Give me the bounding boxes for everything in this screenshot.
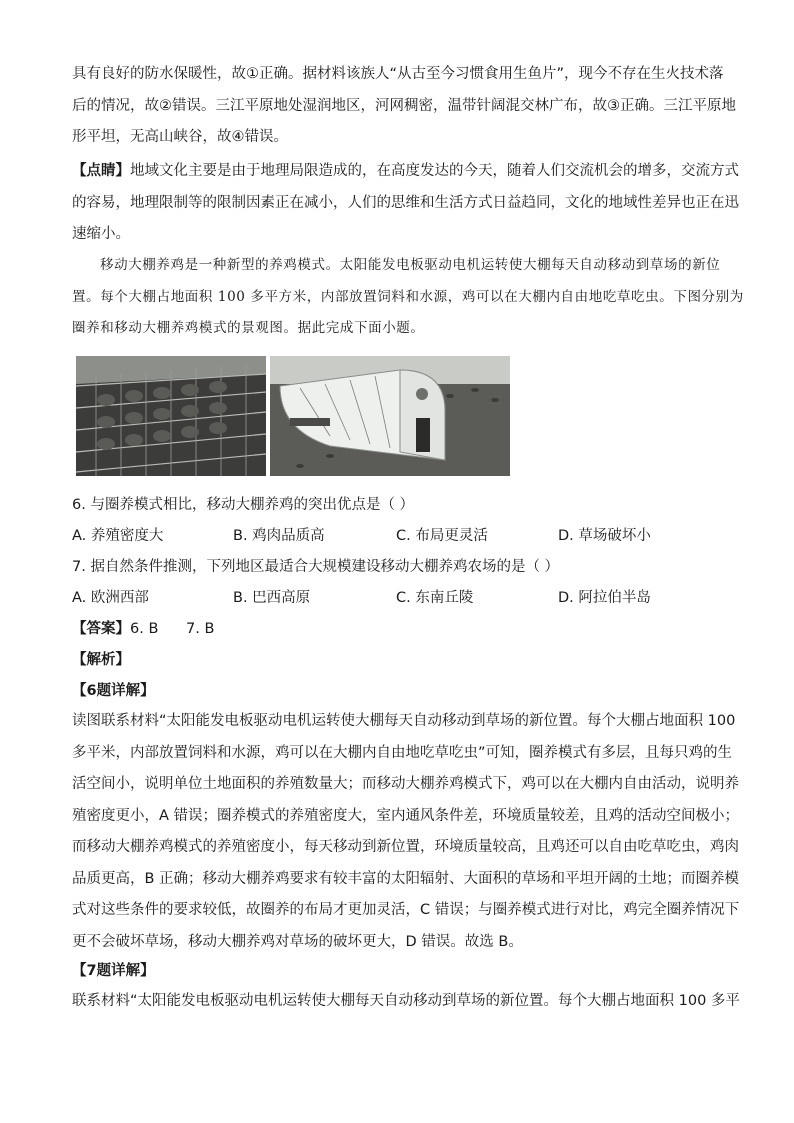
option-b[interactable]: B. 鸡肉品质高: [233, 528, 325, 544]
detail-7-tag: 【7题详解】: [72, 963, 155, 979]
comment-tag: 【点睛】: [72, 163, 130, 179]
text-line: 品质更高，B 正确；移动大棚养鸡要求有较丰富的太阳辐射、大面积的草场和平坦开阔的土地；而圈养模: [72, 870, 740, 887]
question-6-stem: 6. 与圈养模式相比，移动大棚养鸡的突出优点是（ ）: [72, 497, 415, 513]
text-line: 多平米，内部放置饲料和水源，鸡可以在大棚内自由地吃草吃虫”可知，圈养模式有多层，且每只鸡的生: [72, 744, 733, 761]
text-line: 活空间小，说明单位土地面积的养殖数量大；而移动大棚养鸡模式下，鸡可以在大棚内自由活动，说明养: [72, 776, 739, 792]
text-line: 式对这些条件的要求较低，故圈养的布局才更加灵活，C 错误；与圈养模式进行对比，鸡完全圈养情况下: [72, 902, 740, 918]
option-d[interactable]: D. 阿拉伯半岛: [558, 590, 651, 606]
detail-6-tag: 【6题详解】: [72, 683, 155, 699]
option-a[interactable]: A. 养殖密度大: [72, 528, 164, 544]
comment-text: 地域文化主要是由于地理局限造成的，在高度发达的今天，随着人们交流机会的增多，交流方式: [130, 163, 739, 179]
material-paragraph: [72, 250, 744, 345]
analysis-tag: 【解析】: [72, 652, 130, 668]
text-line: 置。每个大棚占地面积 100 多平方米，内部放置饲料和水源，鸡可以在大棚内自由地吃草吃虫。下图分别为: [72, 288, 744, 305]
text-line: 更不会破坏草场，移动大棚养鸡对草场的破坏更大，D 错误。故选 B。: [72, 933, 523, 950]
question-7-stem: 7. 据自然条件推测，下列地区最适合大规模建设移动大棚养鸡农场的是（ ）: [72, 559, 560, 575]
text-line: 移动大棚养鸡是一种新型的养鸡模式。太阳能发电板驱动电机运转使大棚每天自动移动到草场的新位: [100, 257, 721, 273]
question-7-options: [72, 584, 722, 612]
text-line: 后的情况，故②错误。三江平原地处湿润地区，河网稠密，温带针阔混交林广布，故③正确。三江平原地: [72, 97, 736, 114]
text-line: 联系材料“太阳能发电板驱动电机运转使大棚每天自动移动到草场的新位置。每个大棚占地面积 100 多平: [72, 993, 740, 1009]
text-line: 的容易，地理限制等的限制因素正在减小，人们的思维和生活方式日益趋同，文化的地域性差异也正在迅: [72, 194, 739, 211]
text-line: 殖密度更小，A 错误；圈养模式的养殖密度大，室内通风条件差，环境质量较差，且鸡的活动空间极小；: [72, 807, 740, 824]
comment-paragraph: [72, 156, 739, 251]
text-line: 圈养和移动大棚养鸡模式的景观图。据此完成下面小题。: [72, 320, 425, 336]
answer-tag: 【答案】: [72, 621, 130, 637]
option-c[interactable]: C. 东南丘陵: [396, 590, 474, 606]
text-line: 读图联系材料“太阳能发电板驱动电机运转使大棚每天自动移动到草场的新位置。每个大棚占地面积 100: [72, 713, 736, 729]
question-6-options: [72, 522, 722, 550]
option-a[interactable]: A. 欧洲西部: [72, 590, 149, 606]
answer-text: 6. B 7. B: [130, 621, 215, 637]
intro-paragraph: [72, 59, 736, 154]
option-b[interactable]: B. 巴西高原: [233, 590, 311, 606]
mobile-greenhouse-photo: [270, 356, 510, 476]
text-line: [72, 156, 739, 188]
detail-6-paragraph: [72, 706, 740, 958]
text-line: 形平坦，无高山峡谷，故④错误。: [72, 129, 288, 145]
text-line: 速缩小。: [72, 226, 130, 242]
text-line: 而移动大棚养鸡模式的养殖密度小，每天移动到新位置，环境质量较高，且鸡还可以自由吃草吃虫，鸡肉: [72, 839, 739, 855]
detail-7-paragraph: [72, 986, 740, 1018]
answer-line: [72, 615, 722, 643]
text-line: 具有良好的防水保暖性，故①正确。据材料该族人“从古至今习惯食用生鱼片”，现今不存在生火技术落: [72, 66, 724, 82]
option-c[interactable]: C. 布局更灵活: [396, 528, 488, 544]
option-d[interactable]: D. 草场破坏小: [558, 528, 651, 544]
cage-farming-photo: [76, 356, 266, 476]
